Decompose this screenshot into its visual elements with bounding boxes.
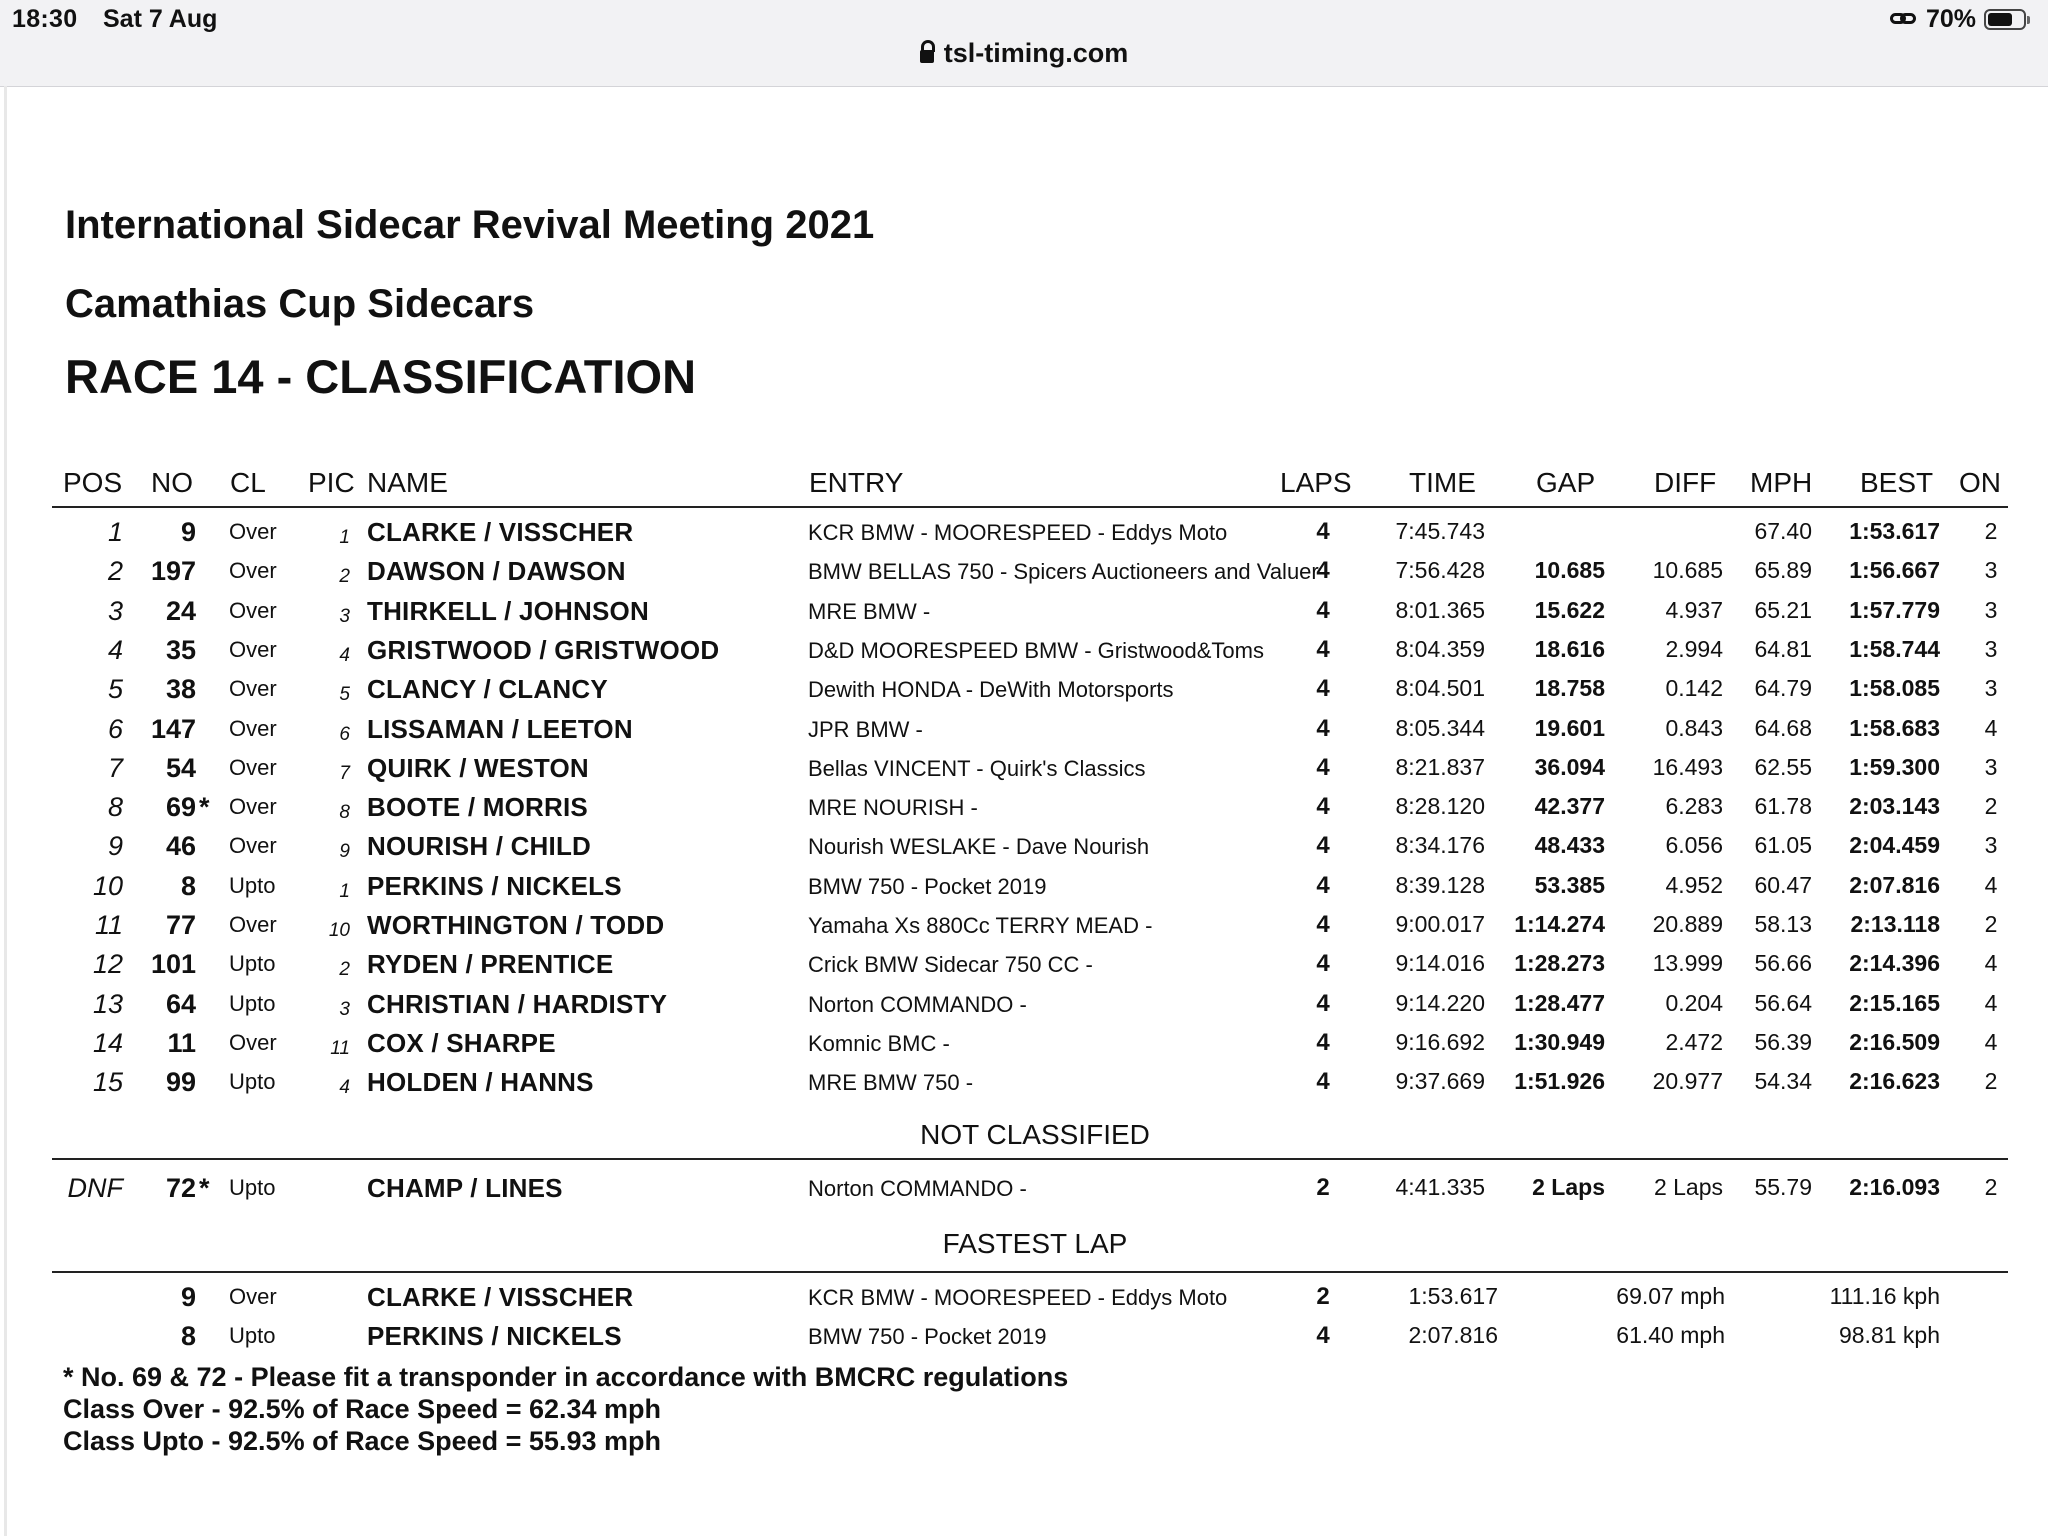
battery-level (1988, 13, 2012, 26)
diff: 6.056 (1665, 832, 1723, 859)
speed-mph: 62.55 (1754, 753, 1812, 780)
best-lap: 2:04.459 (1849, 832, 1940, 859)
gap: 1:51.926 (1514, 1068, 1605, 1095)
laps: 4 (1316, 871, 1330, 899)
diff: 4.937 (1665, 596, 1723, 623)
diff: 0.142 (1665, 675, 1723, 702)
not-classified-rule (52, 1158, 2008, 1160)
position: 6 (107, 713, 123, 744)
browser-status-bar (0, 0, 2048, 87)
speed-mph: 64.68 (1754, 714, 1812, 741)
best-lap: 1:53.617 (1849, 518, 1940, 544)
gap: 10.685 (1534, 557, 1605, 584)
crew-name: RYDEN / PRENTICE (367, 949, 614, 980)
race-time: 8:39.128 (1395, 871, 1485, 898)
race-time: 8:34.176 (1395, 832, 1485, 859)
header-on: ON (1959, 467, 2001, 498)
speed-mph: 56.39 (1754, 1028, 1812, 1055)
class: Over (229, 597, 277, 623)
entry: MRE BMW - (808, 598, 931, 624)
car-number: 11 (167, 1027, 196, 1058)
position: 2 (107, 556, 123, 587)
laps: 4 (1316, 793, 1330, 821)
class: Over (229, 1029, 277, 1055)
car-number: 77 (165, 910, 196, 940)
speed-mph: 67.40 (1754, 518, 1812, 544)
screen-mirroring-icon (1890, 12, 1918, 28)
diff: 16.493 (1652, 753, 1723, 780)
crew-name: THIRKELL / JOHNSON (367, 595, 649, 626)
crew-name: NOURISH / CHILD (367, 831, 591, 862)
speed-mph: 64.79 (1754, 675, 1812, 702)
crew-name: QUIRK / WESTON (367, 752, 589, 783)
position: 3 (107, 595, 123, 626)
gap: 19.601 (1534, 714, 1605, 741)
gap: 1:14.274 (1514, 911, 1605, 937)
gap: 18.616 (1534, 635, 1605, 662)
fastest-lap-rule (52, 1271, 2008, 1273)
best-on-lap: 4 (1984, 714, 1998, 741)
best-lap: 2:16.509 (1849, 1028, 1940, 1055)
best-lap: 2:07.816 (1849, 871, 1940, 898)
car-number: 9 (180, 517, 196, 547)
laps: 4 (1316, 832, 1330, 860)
crew-name: CLARKE / VISSCHER (367, 517, 634, 547)
diff: 20.889 (1652, 911, 1723, 937)
position: 4 (107, 634, 123, 665)
laps: 4 (1316, 753, 1330, 781)
position-in-class: 11 (330, 1037, 350, 1059)
car-number: 54 (165, 752, 196, 783)
lap-speed-mph: 61.40 mph (1616, 1322, 1725, 1349)
result-row[interactable] (0, 714, 2048, 753)
best-on-lap: 4 (1984, 1028, 1998, 1055)
laps: 4 (1316, 635, 1330, 663)
best-lap: 1:59.300 (1849, 753, 1940, 780)
position: 1 (107, 517, 123, 547)
header-laps: LAPS (1280, 467, 1352, 498)
race-time: 4:41.335 (1395, 1174, 1485, 1200)
position: 14 (92, 1027, 123, 1058)
result-row[interactable] (0, 792, 2048, 831)
diff: 4.952 (1665, 871, 1723, 898)
position: 9 (107, 831, 123, 862)
position-in-class: 4 (339, 1077, 350, 1099)
laps: 4 (1316, 1068, 1330, 1096)
diff: 2.472 (1665, 1028, 1723, 1055)
gap: 48.433 (1534, 832, 1605, 859)
position-in-class: 9 (339, 841, 350, 863)
best-on-lap: 3 (1984, 557, 1998, 584)
race-time: 9:14.016 (1395, 950, 1485, 977)
position: 5 (107, 674, 123, 705)
speed-mph: 54.34 (1754, 1068, 1812, 1095)
car-number: 72 (165, 1173, 196, 1203)
fastest-lap-row[interactable] (0, 1321, 2048, 1360)
gap: 1:28.273 (1514, 950, 1605, 977)
diff: 6.283 (1665, 793, 1723, 820)
diff: 0.204 (1665, 989, 1723, 1016)
result-row[interactable] (0, 949, 2048, 988)
laps: 4 (1316, 989, 1330, 1017)
result-row[interactable] (0, 674, 2048, 713)
race-time: 9:00.017 (1395, 911, 1485, 937)
position: 11 (94, 910, 123, 940)
crew-name: GRISTWOOD / GRISTWOOD (367, 634, 720, 665)
class: Upto (229, 1175, 276, 1200)
laps: 4 (1316, 518, 1330, 545)
gap: 1:30.949 (1514, 1028, 1605, 1055)
position-in-class: 1 (339, 880, 350, 902)
crew-name: LISSAMAN / LEETON (367, 713, 633, 744)
clock: 18:30 (12, 5, 78, 33)
result-row[interactable] (0, 596, 2048, 635)
result-row[interactable] (0, 753, 2048, 792)
race-time: 8:04.359 (1395, 635, 1485, 662)
best-lap: 1:58.085 (1849, 675, 1940, 702)
header-cl: CL (230, 467, 266, 498)
race-time: 8:04.501 (1395, 675, 1485, 702)
header-pos: POS (63, 467, 123, 498)
crew-name: PERKINS / NICKELS (367, 1321, 622, 1352)
race-time: 8:05.344 (1395, 714, 1485, 741)
crew-name: DAWSON / DAWSON (367, 556, 626, 587)
class: Over (229, 754, 277, 780)
entry: KCR BMW - MOORESPEED - Eddys Moto (808, 520, 1228, 545)
best-on-lap: 2 (1984, 1068, 1998, 1095)
laps: 4 (1316, 911, 1330, 938)
car-number: 197 (150, 556, 196, 587)
best-on-lap: 2 (1984, 1174, 1998, 1200)
race-time: 9:37.669 (1395, 1068, 1485, 1095)
car-number: 8 (180, 870, 196, 901)
crew-name: WORTHINGTON / TODD (367, 910, 665, 940)
class: Over (229, 912, 277, 937)
class-over-note: Class Over - 92.5% of Race Speed = 62.34 mph (63, 1394, 662, 1424)
best-on-lap: 3 (1984, 675, 1998, 702)
laps: 4 (1316, 557, 1330, 585)
diff: 10.685 (1652, 557, 1723, 584)
crew-name: CHAMP / LINES (367, 1173, 563, 1203)
car-number: 35 (165, 634, 196, 665)
entry: Norton COMMANDO - (808, 991, 1027, 1017)
class: Upto (229, 1323, 276, 1349)
entry: Crick BMW Sidecar 750 CC - (808, 952, 1093, 978)
laps: 4 (1316, 596, 1330, 624)
position: 12 (92, 949, 123, 980)
class: Over (229, 558, 277, 584)
header-rule (52, 506, 2008, 508)
header-time: TIME (1409, 467, 1476, 498)
speed-mph: 58.13 (1754, 911, 1812, 937)
position-in-class: 7 (339, 762, 350, 784)
speed-mph: 60.47 (1754, 871, 1812, 898)
best-on-lap: 3 (1984, 832, 1998, 859)
gap: 53.385 (1534, 871, 1605, 898)
date: Sat 7 Aug (103, 5, 218, 33)
class: Over (229, 794, 277, 820)
entry: Komnic BMC - (808, 1030, 950, 1056)
laps: 2 (1316, 1174, 1330, 1201)
event-title: International Sidecar Revival Meeting 2021 (65, 203, 875, 247)
race-time: 8:01.365 (1395, 596, 1485, 623)
address-bar[interactable] (0, 38, 2048, 69)
crew-name: COX / SHARPE (367, 1027, 556, 1058)
not-classified-heading: NOT CLASSIFIED (920, 1119, 1150, 1150)
result-row[interactable] (0, 1028, 2048, 1067)
lock-icon (920, 50, 934, 63)
class: Upto (229, 1069, 276, 1095)
gap: 2 Laps (1532, 1174, 1605, 1200)
header-name: NAME (367, 467, 448, 498)
best-on-lap: 4 (1984, 989, 1998, 1016)
laps: 4 (1316, 714, 1330, 742)
crew-name: HOLDEN / HANNS (367, 1067, 594, 1098)
header-gap: GAP (1536, 467, 1596, 498)
crew-name: BOOTE / MORRIS (367, 792, 588, 823)
position-in-class: 3 (339, 998, 350, 1020)
best-on-lap: 3 (1984, 596, 1998, 623)
entry: BMW BELLAS 750 - Spicers Auctioneers and Valuer (808, 559, 1319, 585)
speed-mph: 56.66 (1754, 950, 1812, 977)
speed-mph: 61.05 (1754, 832, 1812, 859)
best-lap: 2:16.623 (1849, 1068, 1940, 1095)
entry: Nourish WESLAKE - Dave Nourish (808, 834, 1150, 860)
position: 8 (107, 792, 123, 823)
car-number: 8 (180, 1321, 196, 1352)
best-on-lap: 2 (1984, 793, 1998, 820)
lap-number: 4 (1316, 1322, 1330, 1350)
lap-time: 1:53.617 (1408, 1283, 1498, 1309)
crew-name: CLARKE / VISSCHER (367, 1282, 634, 1312)
position: DNF (67, 1173, 123, 1203)
speed-mph: 64.81 (1754, 635, 1812, 662)
result-row[interactable] (0, 831, 2048, 870)
entry: JPR BMW - (808, 716, 923, 742)
crew-name: CHRISTIAN / HARDISTY (367, 988, 668, 1019)
entry: MRE NOURISH - (808, 795, 978, 821)
car-number: 99 (165, 1067, 196, 1098)
transponder-note: * No. 69 & 72 - Please fit a transponder in accordance with BMCRC regulations (63, 1362, 1069, 1392)
result-row[interactable] (0, 871, 2048, 910)
diff: 20.977 (1652, 1068, 1723, 1095)
entry: Norton COMMANDO - (808, 1176, 1027, 1201)
url-text: tsl-timing.com (943, 38, 1129, 68)
result-row[interactable] (0, 989, 2048, 1028)
car-number: 46 (165, 831, 196, 862)
best-lap: 2:03.143 (1849, 793, 1940, 820)
speed-mph: 61.78 (1754, 793, 1812, 820)
diff: 2.994 (1665, 635, 1723, 662)
class: Upto (229, 951, 276, 977)
speed-mph: 55.79 (1754, 1174, 1812, 1200)
best-lap: 2:13.118 (1850, 911, 1940, 937)
position-in-class: 2 (339, 959, 350, 981)
best-lap: 2:14.396 (1849, 950, 1940, 977)
header-diff: DIFF (1654, 467, 1717, 498)
gap: 1:28.477 (1514, 989, 1605, 1016)
best-on-lap: 4 (1984, 950, 1998, 977)
position-in-class: 1 (339, 527, 350, 548)
best-lap: 2:15.165 (1849, 989, 1940, 1016)
status-icons (1890, 5, 2026, 34)
position: 13 (92, 988, 123, 1019)
result-row[interactable] (0, 1173, 2048, 1212)
car-number: 101 (150, 949, 196, 980)
header-no: NO (151, 467, 193, 498)
transponder-flag: * (199, 1173, 210, 1203)
lap-speed-mph: 69.07 mph (1616, 1283, 1725, 1309)
class: Over (229, 833, 277, 859)
car-number: 9 (180, 1282, 196, 1312)
header-best: BEST (1860, 467, 1934, 498)
class: Over (229, 636, 277, 662)
result-row[interactable] (0, 556, 2048, 595)
best-on-lap: 3 (1984, 753, 1998, 780)
best-lap: 1:58.744 (1849, 635, 1940, 662)
entry: BMW 750 - Pocket 2019 (808, 1324, 1047, 1350)
lap-speed-kph: 98.81 kph (1838, 1322, 1940, 1349)
best-on-lap: 2 (1984, 911, 1998, 937)
lap-speed-kph: 111.16 kph (1829, 1283, 1940, 1309)
class: Over (229, 519, 277, 544)
gap: 18.758 (1534, 675, 1605, 702)
class-upto-note: Class Upto - 92.5% of Race Speed = 55.93 mph (63, 1426, 661, 1456)
entry: KCR BMW - MOORESPEED - Eddys Moto (808, 1285, 1228, 1310)
class: Over (229, 1284, 277, 1309)
transponder-flag: * (199, 792, 210, 823)
fastest-lap-heading: FASTEST LAP (942, 1228, 1128, 1259)
class: Upto (229, 872, 276, 898)
crew-name: CLANCY / CLANCY (367, 674, 608, 705)
best-on-lap: 4 (1984, 871, 1998, 898)
position-in-class: 2 (339, 566, 350, 588)
header-mph: MPH (1750, 467, 1813, 498)
laps: 4 (1316, 1028, 1330, 1056)
position-in-class: 10 (328, 920, 350, 941)
entry: Yamaha Xs 880Cc TERRY MEAD - (808, 913, 1153, 938)
position: 7 (107, 752, 123, 783)
position-in-class: 5 (339, 684, 350, 706)
best-lap: 1:58.683 (1849, 714, 1940, 741)
car-number: 147 (150, 713, 196, 744)
entry: BMW 750 - Pocket 2019 (808, 873, 1047, 899)
fastest-lap-row[interactable] (0, 1282, 2048, 1321)
car-number: 69 (165, 792, 196, 823)
car-number: 64 (165, 988, 196, 1019)
race-time: 9:14.220 (1395, 989, 1485, 1016)
class: Over (229, 676, 277, 702)
laps: 4 (1316, 950, 1330, 978)
entry: Dewith HONDA - DeWith Motorsports (808, 677, 1174, 703)
gap: 15.622 (1534, 596, 1605, 623)
race-time: 7:45.743 (1395, 518, 1485, 544)
result-row[interactable] (0, 1067, 2048, 1106)
best-on-lap: 3 (1984, 635, 1998, 662)
laps: 4 (1316, 675, 1330, 703)
class-title: Camathias Cup Sidecars (65, 282, 535, 326)
diff: 2 Laps (1653, 1174, 1723, 1200)
gap: 36.094 (1534, 753, 1605, 780)
entry: MRE BMW 750 - (808, 1070, 974, 1096)
race-time: 8:28.120 (1395, 793, 1485, 820)
crew-name: PERKINS / NICKELS (367, 870, 622, 901)
diff: 0.843 (1665, 714, 1723, 741)
position-in-class: 8 (339, 802, 350, 824)
result-row[interactable] (0, 517, 2048, 556)
header-entry: ENTRY (809, 467, 904, 498)
race-title: RACE 14 - CLASSIFICATION (65, 350, 697, 403)
speed-mph: 65.89 (1754, 557, 1812, 584)
entry: D&D MOORESPEED BMW - Gristwood&Toms (808, 637, 1264, 663)
best-on-lap: 2 (1984, 518, 1998, 544)
race-time: 8:21.837 (1395, 753, 1485, 780)
class: Upto (229, 990, 276, 1016)
lap-number: 2 (1316, 1283, 1330, 1310)
best-lap: 2:16.093 (1849, 1174, 1940, 1200)
race-time: 9:16.692 (1395, 1028, 1485, 1055)
lap-time: 2:07.816 (1408, 1322, 1498, 1349)
race-time: 7:56.428 (1395, 557, 1485, 584)
speed-mph: 56.64 (1754, 989, 1812, 1016)
car-number: 38 (165, 674, 196, 705)
header-pic: PIC (308, 467, 355, 498)
speed-mph: 65.21 (1754, 596, 1812, 623)
car-number: 24 (165, 595, 196, 626)
best-lap: 1:56.667 (1849, 557, 1940, 584)
battery-percent: 70% (1925, 5, 1976, 33)
position-in-class: 6 (339, 723, 350, 745)
position: 10 (92, 870, 123, 901)
class: Over (229, 715, 277, 741)
position-in-class: 4 (339, 644, 350, 666)
best-lap: 1:57.779 (1849, 596, 1940, 623)
result-row[interactable] (0, 910, 2048, 949)
entry: Bellas VINCENT - Quirk's Classics (808, 755, 1146, 781)
gap: 42.377 (1534, 793, 1605, 820)
result-row[interactable] (0, 635, 2048, 674)
position: 15 (92, 1067, 123, 1098)
battery-icon (1984, 9, 2026, 30)
diff: 13.999 (1652, 950, 1723, 977)
position-in-class: 3 (339, 605, 350, 627)
